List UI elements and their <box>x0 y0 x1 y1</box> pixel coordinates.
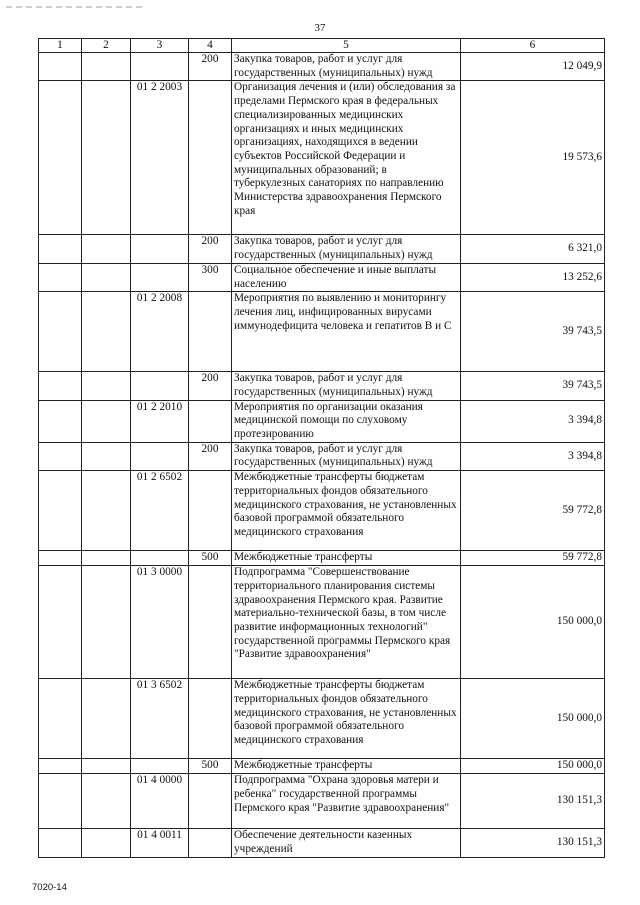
cell-expense-type <box>189 292 232 372</box>
column-header: 1 <box>39 39 82 53</box>
cell-expense-type: 200 <box>189 442 232 470</box>
table-row <box>39 263 605 291</box>
cell-expense-type: 200 <box>189 53 232 81</box>
cell-col1 <box>39 400 82 442</box>
cell-target-code: 01 2 6502 <box>131 471 189 551</box>
cell-amount: 39 743,5 <box>461 292 605 372</box>
cell-description: Закупка товаров, работ и услуг для государственных (муниципальных) нужд <box>232 372 461 400</box>
cell-target-code: 01 2 2008 <box>131 292 189 372</box>
cell-amount: 150 000,0 <box>461 566 605 679</box>
cell-amount: 13 252,6 <box>461 263 605 291</box>
cell-col1 <box>39 263 82 291</box>
cell-col1 <box>39 759 82 774</box>
cell-amount: 59 772,8 <box>461 551 605 566</box>
cell-col2 <box>82 263 131 291</box>
cell-expense-type <box>189 829 232 857</box>
document-code: 7020-14 <box>32 882 67 893</box>
cell-col2 <box>82 442 131 470</box>
cell-target-code: 01 2 2003 <box>131 81 189 235</box>
cell-expense-type: 200 <box>189 235 232 263</box>
cell-description: Межбюджетные трансферты <box>232 551 461 566</box>
cell-description: Организация лечения и (или) обследования за пределами Пермского края в федеральных специализированных медицинских организациях и иных медицинских организациях, находящихся в ведении субъектов Российской Федерации и муниципальных образований; в туберкулезных санаториях по направлению Министерства здравоохранения Пермского края <box>232 81 461 235</box>
cell-col2 <box>82 551 131 566</box>
cell-amount: 130 151,3 <box>461 829 605 857</box>
cell-description: Закупка товаров, работ и услуг для государственных (муниципальных) нужд <box>232 442 461 470</box>
table-row <box>39 81 605 235</box>
cell-amount: 130 151,3 <box>461 774 605 829</box>
cell-target-code <box>131 442 189 470</box>
cell-target-code: 01 3 6502 <box>131 679 189 759</box>
cell-target-code <box>131 263 189 291</box>
cell-amount: 12 049,9 <box>461 53 605 81</box>
cell-col1 <box>39 235 82 263</box>
table-row <box>39 566 605 679</box>
table-row <box>39 400 605 442</box>
cell-expense-type <box>189 774 232 829</box>
cell-col2 <box>82 759 131 774</box>
cell-col2 <box>82 81 131 235</box>
cell-col1 <box>39 471 82 551</box>
cell-description: Межбюджетные трансферты бюджетам территориальных фондов обязательного медицинского страхования, не установленных базовой программой обязательного медицинского страхования <box>232 679 461 759</box>
cell-amount: 150 000,0 <box>461 759 605 774</box>
cell-col2 <box>82 235 131 263</box>
cell-col1 <box>39 774 82 829</box>
cell-expense-type: 300 <box>189 263 232 291</box>
cell-col2 <box>82 471 131 551</box>
cell-description: Закупка товаров, работ и услуг для государственных (муниципальных) нужд <box>232 53 461 81</box>
cell-description: Межбюджетные трансферты <box>232 759 461 774</box>
cell-col1 <box>39 81 82 235</box>
cell-target-code <box>131 372 189 400</box>
page-number: 37 <box>314 22 326 34</box>
cell-amount: 3 394,8 <box>461 400 605 442</box>
cell-amount: 150 000,0 <box>461 679 605 759</box>
cell-amount: 59 772,8 <box>461 471 605 551</box>
cell-col1 <box>39 53 82 81</box>
cell-target-code <box>131 235 189 263</box>
cell-col2 <box>82 372 131 400</box>
cell-expense-type <box>189 566 232 679</box>
cell-description: Межбюджетные трансферты бюджетам территориальных фондов обязательного медицинского страхования, не установленных базовой программой обязательного медицинского страхования <box>232 471 461 551</box>
cell-amount: 3 394,8 <box>461 442 605 470</box>
cell-col1 <box>39 829 82 857</box>
cell-col2 <box>82 400 131 442</box>
cell-description: Закупка товаров, работ и услуг для государственных (муниципальных) нужд <box>232 235 461 263</box>
cell-expense-type <box>189 679 232 759</box>
table-row <box>39 235 605 263</box>
cell-col2 <box>82 774 131 829</box>
cell-target-code: 01 4 0011 <box>131 829 189 857</box>
table-row <box>39 679 605 759</box>
cell-target-code <box>131 53 189 81</box>
cell-description: Мероприятия по выявлению и мониторингу лечения лиц, инфицированных вирусами иммунодефицита человека и гепатитов В и С <box>232 292 461 372</box>
table-row <box>39 53 605 81</box>
budget-table <box>38 38 605 858</box>
column-header: 3 <box>131 39 189 53</box>
cell-expense-type: 500 <box>189 759 232 774</box>
table-row <box>39 372 605 400</box>
cell-description: Подпрограмма "Совершенствование территориального планирования системы здравоохранения Пермского края. Развитие материально-технической базы, в том числе развитие информационных технологий" государственной программы Пермского края "Развитие здравоохранения" <box>232 566 461 679</box>
cell-col1 <box>39 551 82 566</box>
table-row <box>39 471 605 551</box>
cell-expense-type <box>189 400 232 442</box>
cell-description: Социальное обеспечение и иные выплаты населению <box>232 263 461 291</box>
column-header: 6 <box>461 39 605 53</box>
cell-target-code <box>131 551 189 566</box>
cell-col2 <box>82 679 131 759</box>
cell-target-code <box>131 759 189 774</box>
cell-col1 <box>39 292 82 372</box>
cell-target-code: 01 4 0000 <box>131 774 189 829</box>
cell-description: Подпрограмма "Охрана здоровья матери и ребенка" государственной программы Пермского края "Развитие здравоохранения" <box>232 774 461 829</box>
cell-expense-type: 200 <box>189 372 232 400</box>
cell-col1 <box>39 442 82 470</box>
cell-col2 <box>82 566 131 679</box>
cell-col2 <box>82 829 131 857</box>
cell-target-code: 01 3 0000 <box>131 566 189 679</box>
cell-col1 <box>39 566 82 679</box>
cell-col2 <box>82 292 131 372</box>
column-header: 4 <box>189 39 232 53</box>
table-row <box>39 829 605 857</box>
cell-amount: 19 573,6 <box>461 81 605 235</box>
cell-expense-type <box>189 471 232 551</box>
scan-artifact <box>6 6 146 8</box>
column-header: 5 <box>232 39 461 53</box>
table-row <box>39 774 605 829</box>
cell-amount: 6 321,0 <box>461 235 605 263</box>
cell-description: Обеспечение деятельности казенных учреждений <box>232 829 461 857</box>
cell-col1 <box>39 679 82 759</box>
table-header-row <box>39 39 605 53</box>
cell-amount: 39 743,5 <box>461 372 605 400</box>
table-row <box>39 759 605 774</box>
cell-description: Мероприятия по организации оказания медицинской помощи по слуховому протезированию <box>232 400 461 442</box>
cell-col2 <box>82 53 131 81</box>
table-row <box>39 551 605 566</box>
table-row <box>39 442 605 470</box>
cell-expense-type: 500 <box>189 551 232 566</box>
cell-target-code: 01 2 2010 <box>131 400 189 442</box>
cell-expense-type <box>189 81 232 235</box>
table-row <box>39 292 605 372</box>
cell-col1 <box>39 372 82 400</box>
column-header: 2 <box>82 39 131 53</box>
